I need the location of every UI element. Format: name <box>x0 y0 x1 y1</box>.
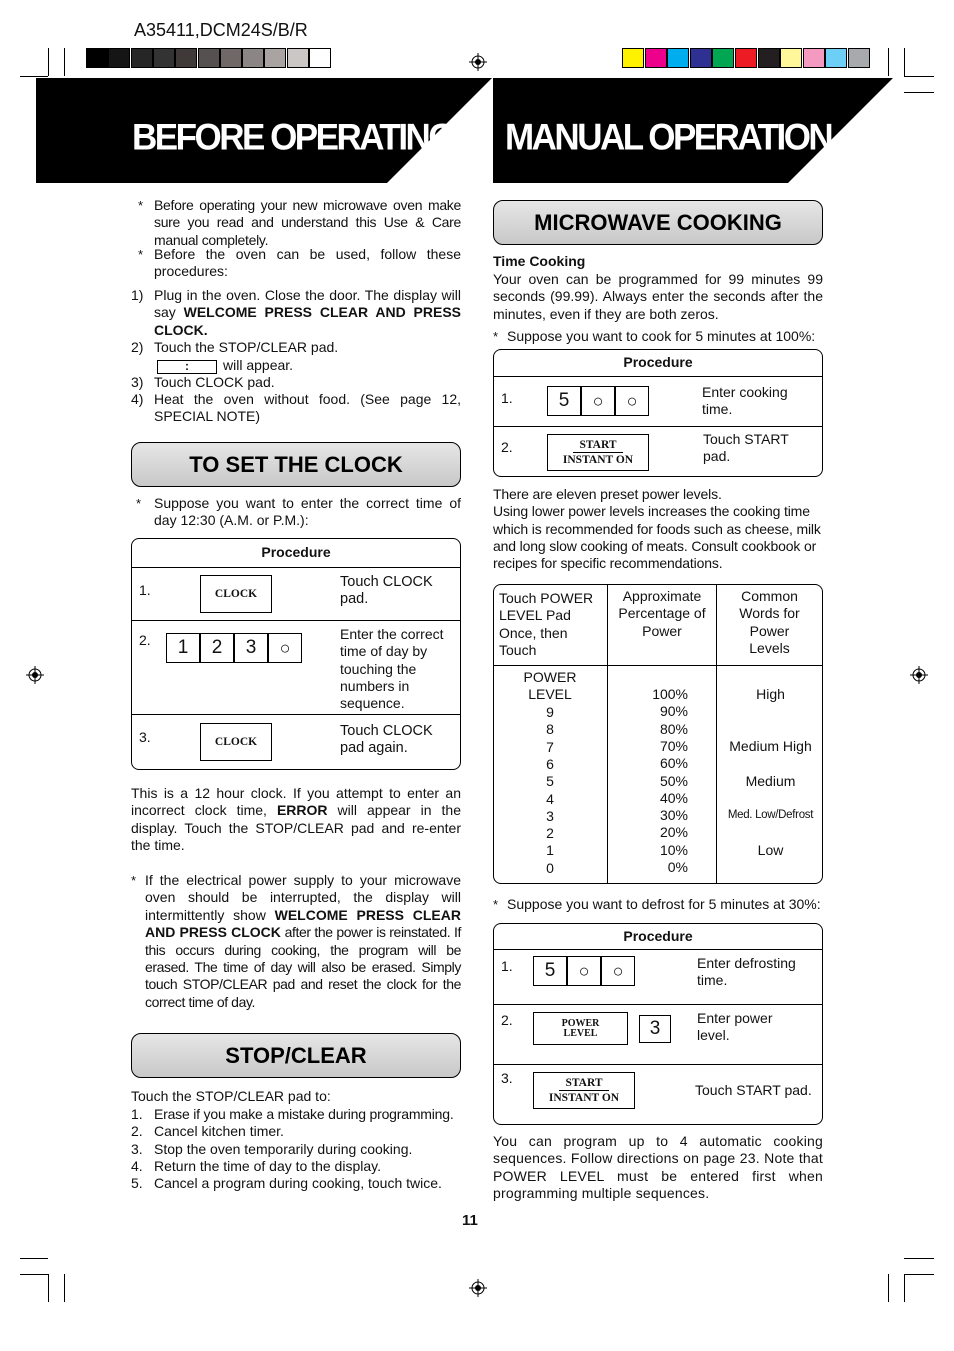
defrost-intro: Suppose you want to defrost for 5 minutes at 30%: <box>507 896 821 912</box>
left-banner-title: BEFORE OPERATING <box>132 117 454 158</box>
intro-item-2: Before the oven can be used, follow these procedures: <box>154 246 461 280</box>
color-swatch <box>735 48 757 68</box>
registration-mark-icon <box>469 53 487 71</box>
power-level-value: 4 <box>546 790 554 807</box>
note-text: If the electrical power supply to your microwave oven should be interrupted, the display will intermittently show <box>145 872 461 923</box>
number-key: 1 <box>166 633 200 663</box>
page-number: 11 <box>462 1212 478 1229</box>
power-level-value: 8 <box>546 721 554 738</box>
color-swatch <box>712 48 734 68</box>
column-header: Common Words for Power Levels <box>739 588 800 656</box>
list-item: Cancel a program during cooking, touch twice. <box>154 1175 442 1191</box>
list-item: Erase if you make a mistake during programming. <box>154 1106 454 1122</box>
percentage-value: 10% <box>659 841 688 858</box>
pad-label: INSTANT ON <box>548 1092 620 1104</box>
power-level-value: 3 <box>546 807 554 824</box>
gray-swatch <box>287 48 309 68</box>
item-number: 4. <box>131 1158 143 1174</box>
item-number: 1. <box>131 1106 143 1122</box>
step-instruction: Touch START pad. <box>703 431 789 465</box>
step-number: 3. <box>501 1070 513 1086</box>
microwave-cooking-heading: MICROWAVE COOKING <box>493 200 823 245</box>
bullet: * <box>138 198 144 213</box>
step-number: 3. <box>139 729 151 745</box>
setup-step-2: Touch the STOP/CLEAR pad. <box>154 339 339 355</box>
power-level-value: 0 <box>546 859 554 876</box>
step-number: 1. <box>501 390 513 406</box>
step-number: 1) <box>131 287 144 303</box>
right-banner-title: MANUAL OPERATION <box>505 117 832 158</box>
gray-swatch <box>264 48 286 68</box>
common-word-value: Medium <box>745 772 796 789</box>
gray-swatch <box>175 48 197 68</box>
step-number: 1. <box>501 958 513 974</box>
zero-key: ○ <box>601 956 635 986</box>
color-swatch <box>690 48 712 68</box>
note-bold-text: WELCOME PRESS CLEAR AND PRESS CLOCK <box>145 906 461 941</box>
list-item: Return the time of day to the display. <box>154 1158 381 1174</box>
step-number: 2. <box>139 632 151 648</box>
percentage-value: 80% <box>659 720 688 737</box>
percentage-value: 70% <box>659 737 688 754</box>
power-level-value: 5 <box>546 773 554 790</box>
error-word: ERROR <box>276 802 328 819</box>
stopclear-intro: Touch the STOP/CLEAR pad to: <box>131 1088 331 1104</box>
clock-pad <box>200 723 272 761</box>
pad-label: START <box>573 439 622 453</box>
number-key: 2 <box>200 633 234 663</box>
step-number: 2) <box>131 339 144 355</box>
setup-step-3: Touch CLOCK pad. <box>154 374 275 390</box>
pad-label: CLOCK <box>214 736 258 748</box>
zero-key: ○ <box>268 633 302 663</box>
procedure-header: Procedure <box>261 544 331 560</box>
clock-pad <box>200 575 272 613</box>
number-keys <box>533 956 635 986</box>
start-pad <box>533 1072 635 1109</box>
step-instruction: Touch CLOCK pad. <box>340 574 433 608</box>
bullet: * <box>138 247 144 262</box>
step-number: 2. <box>501 439 513 455</box>
color-swatch <box>667 48 689 68</box>
gray-swatch <box>309 48 331 68</box>
step-instruction: Enter power level. <box>697 1010 773 1044</box>
registration-mark-icon <box>469 1279 487 1297</box>
zero-key: ○ <box>581 386 615 416</box>
percentage-value: 20% <box>659 824 688 841</box>
gray-swatch <box>198 48 220 68</box>
gray-swatch <box>108 48 130 68</box>
closing-text: You can program up to 4 automatic cooking sequences. Follow directions on page 23. Note that POWER LEVEL must be entered first when programming multiple sequences. <box>493 1133 823 1201</box>
column-header: Touch POWER LEVEL Pad Once, then Touch <box>499 590 594 658</box>
pad-label: INSTANT ON <box>562 454 634 466</box>
registration-mark-icon <box>910 666 928 684</box>
power-level-value: 2 <box>546 825 554 842</box>
item-number: 2. <box>131 1123 143 1139</box>
step-text: Plug in the oven. Close the door. The display will say <box>154 287 461 321</box>
pad-label: LEVEL <box>563 1027 598 1039</box>
registration-mark-icon <box>26 666 44 684</box>
percentage-value: 100% <box>652 686 688 702</box>
procedure-header: Procedure <box>623 354 693 370</box>
number-keys <box>166 633 302 663</box>
number-key: 3 <box>234 633 268 663</box>
note-text: will appear in the display. Touch the STOP/CLEAR pad and re-enter the time. <box>131 802 461 853</box>
common-word-value: Medium High <box>729 737 812 754</box>
percentage-value: 40% <box>659 789 688 806</box>
note-text: This is a 12 hour clock. If you attempt to enter an incorrect clock time, <box>131 785 461 819</box>
start-pad <box>547 434 649 471</box>
note-text: after the power is reinstated. If this occurs during cooking, the program will be erased. The time of day will also be erased. Simply touch STOP/CLEAR pad and reset the clock for the correct time of day. <box>145 924 461 1010</box>
number-key: 5 <box>533 956 567 986</box>
defrost-procedure-table <box>493 923 823 1125</box>
gray-swatch <box>153 48 175 68</box>
step-instruction: Touch CLOCK pad again. <box>340 723 433 757</box>
common-word-value: Low <box>757 841 784 858</box>
setup-step-1 <box>154 287 461 339</box>
power-level-value: 7 <box>546 738 554 755</box>
step-instruction: Enter defrosting time. <box>697 955 796 989</box>
pad-label: CLOCK <box>214 588 258 600</box>
clock-intro: Suppose you want to enter the correct time of day 12:30 (A.M. or P.M.): <box>154 495 461 529</box>
step-number: 4) <box>131 391 144 407</box>
item-number: 5. <box>131 1175 143 1191</box>
clock-procedure-table <box>131 538 461 770</box>
step-instruction: Enter the correct time of day by touching the numbers in sequence. <box>340 626 444 712</box>
color-swatch <box>825 48 847 68</box>
percentage-value: 60% <box>659 755 688 772</box>
color-swatch <box>758 48 780 68</box>
percentage-value: 30% <box>659 807 688 824</box>
item-number: 3. <box>131 1141 143 1157</box>
column-header: Approximate Percentage of Power <box>618 588 706 639</box>
step-number: 2. <box>501 1012 513 1028</box>
clock-heading: TO SET THE CLOCK <box>131 442 461 487</box>
zero-key: ○ <box>615 386 649 416</box>
color-swatch <box>645 48 667 68</box>
number-keys <box>547 386 649 416</box>
gray-swatch <box>131 48 153 68</box>
power-level-label: POWER LEVEL <box>523 669 577 703</box>
gray-swatch <box>86 48 108 68</box>
step-number: 3) <box>131 374 144 390</box>
common-word-value: High <box>756 686 785 702</box>
percentage-value: 90% <box>659 703 688 720</box>
zero-key: ○ <box>567 956 601 986</box>
power-interrupt-note <box>145 872 461 1011</box>
power-level-table <box>493 584 823 884</box>
percentage-value: 0% <box>667 859 688 875</box>
percentage-value: 50% <box>659 772 688 789</box>
gray-swatch <box>220 48 242 68</box>
time-cooking-title: Time Cooking <box>493 253 586 269</box>
color-swatch <box>780 48 802 68</box>
number-key: 5 <box>547 386 581 416</box>
model-number: A35411,DCM24S/B/R <box>134 20 308 40</box>
list-item: Cancel kitchen timer. <box>154 1123 284 1139</box>
pad-label: POWER <box>561 1017 600 1029</box>
step-bold-text: WELCOME PRESS CLEAR AND PRESS CLOCK. <box>154 304 461 338</box>
pad-label: START <box>559 1077 608 1091</box>
power-level-value: 9 <box>546 704 554 720</box>
power-level-value: 1 <box>546 842 554 859</box>
color-swatch <box>848 48 870 68</box>
gray-swatch <box>242 48 264 68</box>
list-item: Stop the oven temporarily during cooking. <box>154 1141 413 1157</box>
power-levels-text: There are eleven preset power levels. Using lower power levels increases the cooking time which is recommended for foods such as cheese, milk and long slow cooking of meats. Consult cookbook or recipes for specific recommendations. <box>493 486 821 572</box>
step-instruction: Enter cooking time. <box>702 384 788 418</box>
setup-step-4: Heat the oven without food. (See page 12, SPECIAL NOTE) <box>154 391 461 425</box>
power-level-pad <box>533 1012 628 1045</box>
time-cooking-text: Your oven can be programmed for 99 minutes 99 seconds (99.99). Always enter the seconds after the minutes, even if they are both zeros. <box>493 271 823 322</box>
step-number: 1. <box>139 582 151 598</box>
common-word-value: Med. Low/Defrost <box>727 809 814 822</box>
procedure-header: Procedure <box>623 928 693 944</box>
color-swatch <box>622 48 644 68</box>
power-level-value: 6 <box>546 755 554 772</box>
display-readout: : <box>157 360 217 374</box>
cook-intro: Suppose you want to cook for 5 minutes at 100%: <box>507 328 816 344</box>
cook-procedure-table <box>493 349 823 477</box>
clock-note <box>131 785 461 854</box>
color-swatch <box>803 48 825 68</box>
stopclear-heading: STOP/CLEAR <box>131 1033 461 1078</box>
step-instruction: Touch START pad. <box>695 1082 812 1098</box>
number-key: 3 <box>639 1015 671 1043</box>
intro-item-1: Before operating your new microwave oven make sure you read and understand this Use & Care manual completely. <box>154 197 461 248</box>
display-caption: will appear. <box>223 357 294 373</box>
